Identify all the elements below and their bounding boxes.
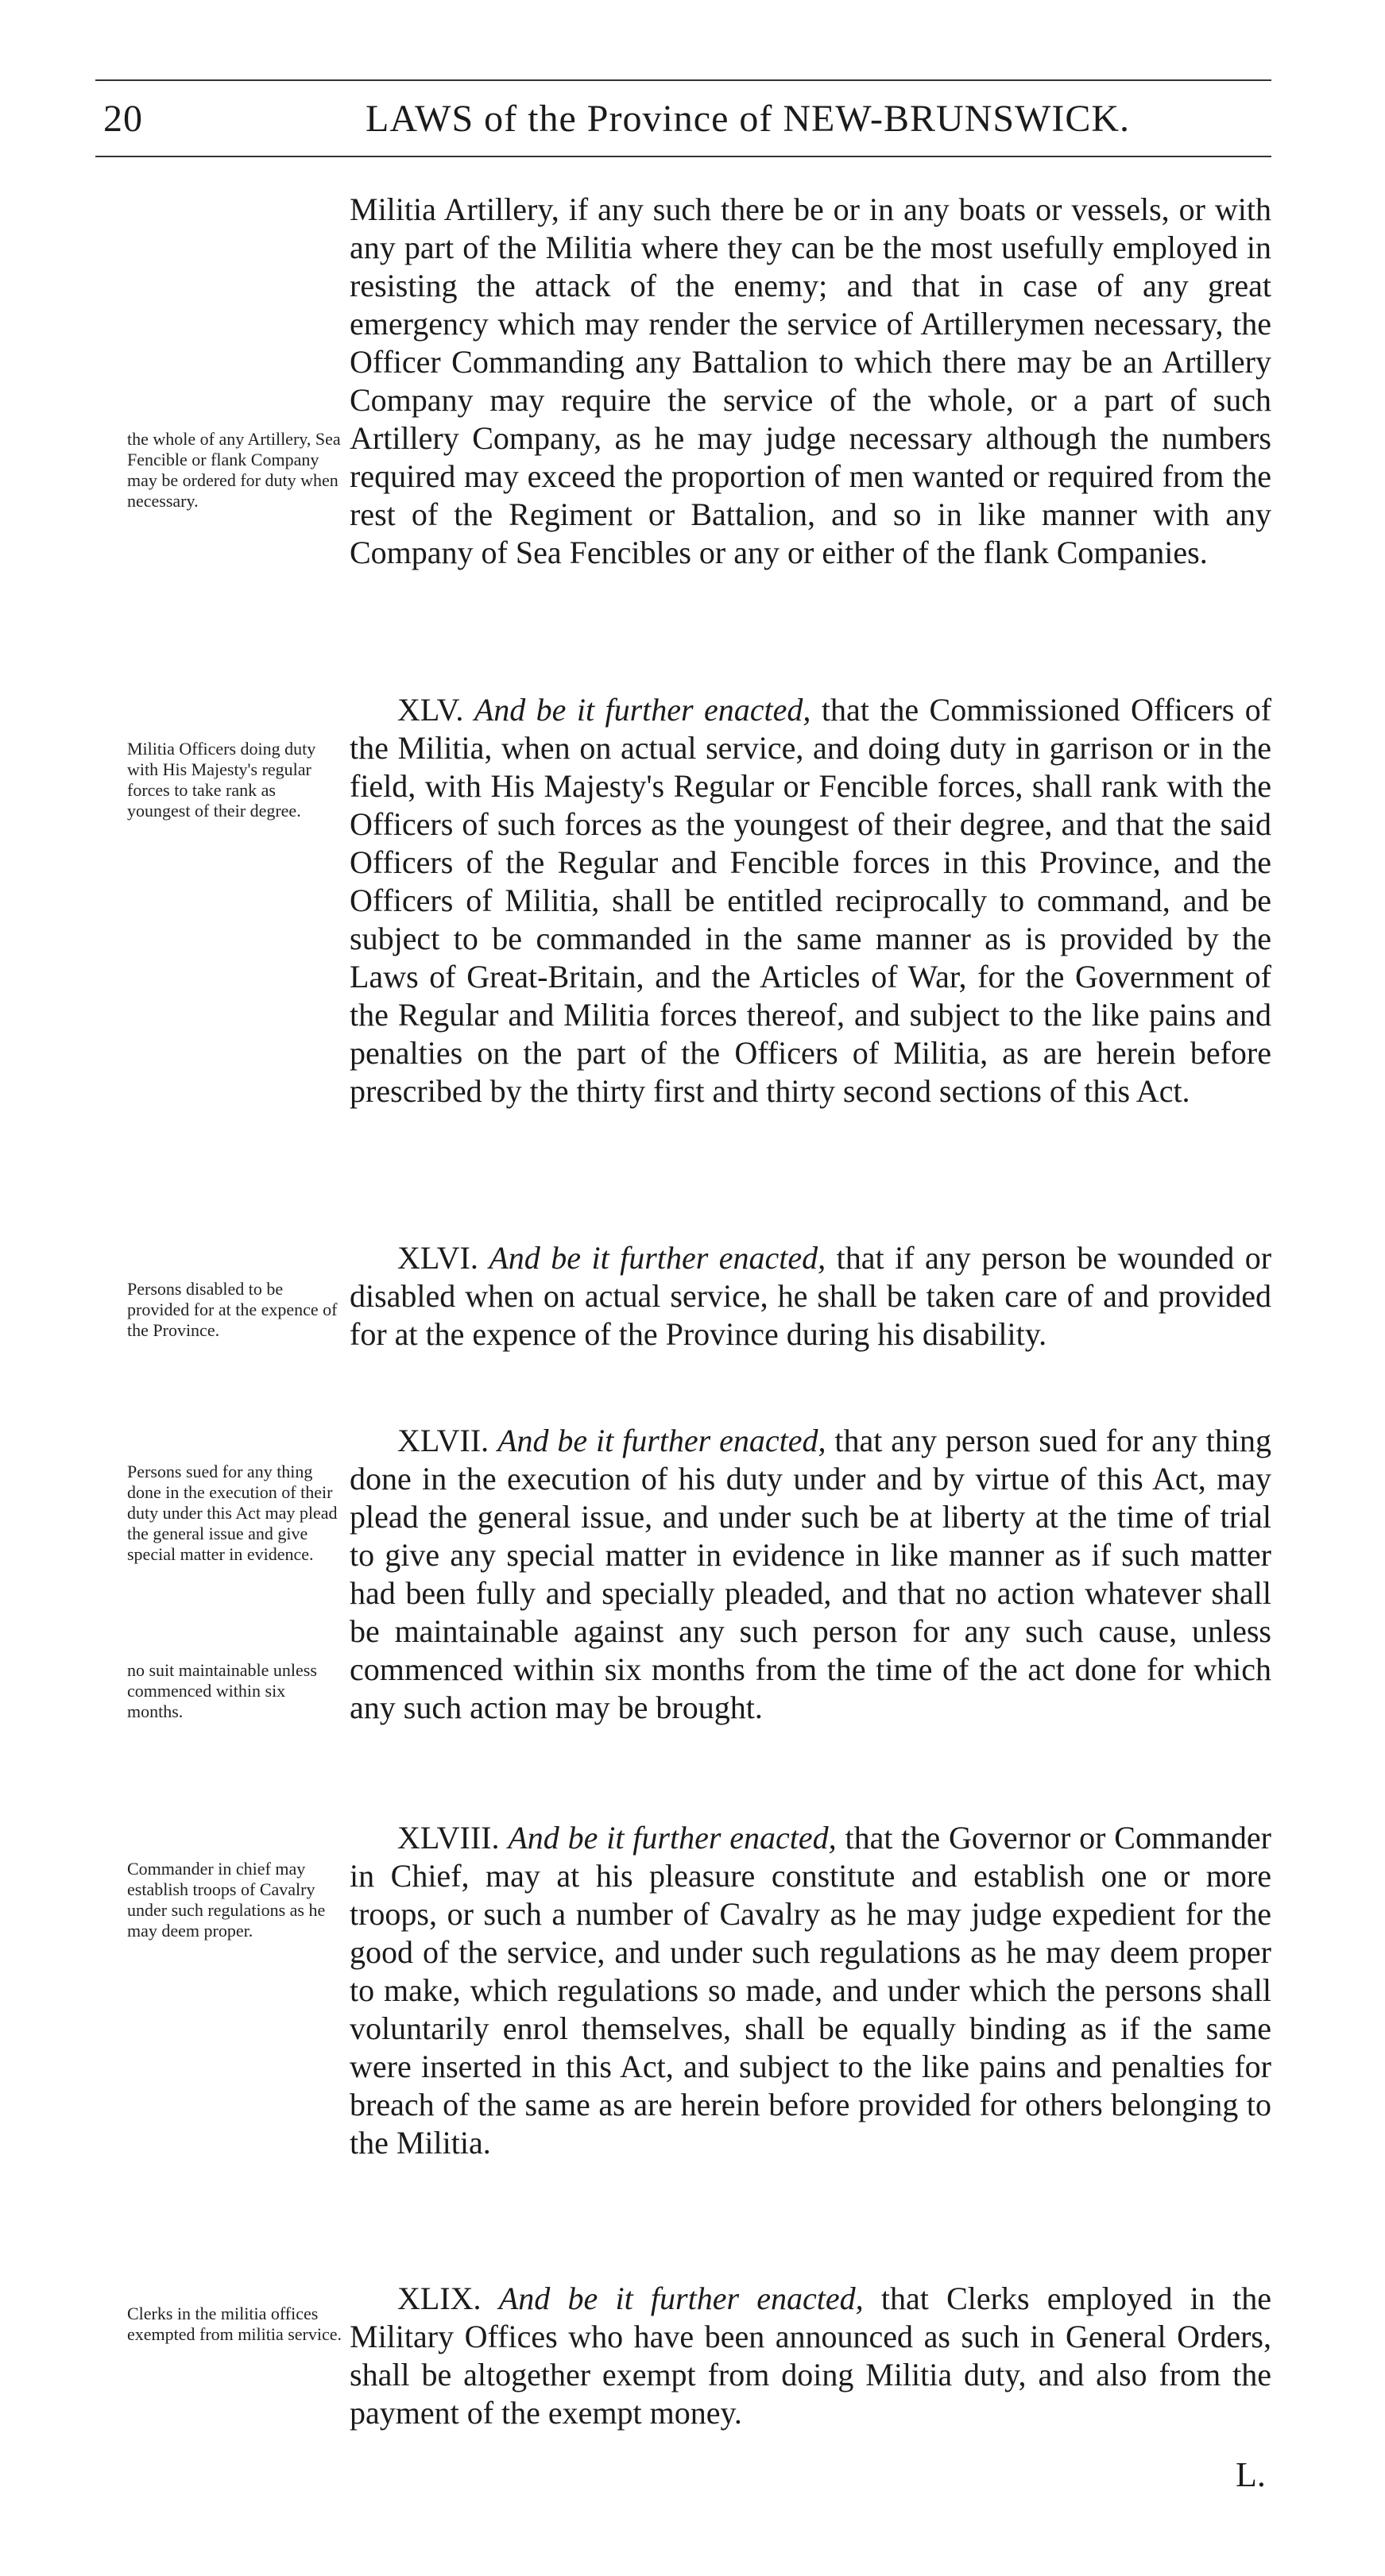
page-title: LAWS of the Province of NEW-BRUNSWICK.	[366, 98, 1131, 140]
section-number: XLV.	[397, 692, 464, 728]
margin-note-xlvi: Persons disabled to be provided for at the expence of the Province.	[127, 1279, 338, 1340]
section-text: that the Governor or Commander in Chief, may at his pleasure constitute and establish one or more troops, or such a number of Cavalry as he may judge expedient for the good of the service, and under such regulations as he may deem proper to make, which regulations so made, and under which the persons shall voluntarily enrol themselves, shall be equally binding as if the same were inserted in this Act, and subject to the like pains and penalties for breach of the same as are herein before provided for others belonging to the Militia.	[350, 1820, 1271, 2161]
section-number: XLVIII.	[397, 1820, 500, 1856]
catchword: L.	[1236, 2455, 1266, 2494]
opening-paragraph	[350, 191, 1271, 572]
section-text: that any person sued for any thing done in the execution of his duty under and by virtue of this Act, may plead the general issue, and under such be at liberty at the time of trial to give any special matter in evidence in like manner as if such matter had been fully and specially pleaded, and that no action whatever shall be maintainable against any such person for any such cause, unless commenced within six months from the time of the act done for which any such action may be brought.	[350, 1423, 1272, 1725]
top-rule	[95, 79, 1271, 81]
section-text: that the Commissioned Officers of the Militia, when on actual service, and doing duty in garrison or in the field, with His Majesty's Regular or Fencible forces, shall rank with the Officers of such forces as the youngest of their degree, and that the said Officers of the Regular and Fencible forces in this Province, and the Officers of Militia, shall be entitled reciprocally to command, and be subject to be commanded in the same manner as is provided by the Laws of Great-Britain, and the Articles of War, for the Government of the Regular and Militia forces thereof, and subject to the like pains and penalties on the part of the Officers of Militia, as are herein before prescribed by the thirty first and thirty second sections of this Act.	[350, 692, 1272, 1109]
section-number: XLVI.	[397, 1240, 478, 1276]
section-xlviii	[350, 1819, 1271, 2162]
section-xlix	[350, 2280, 1271, 2432]
page-number: 20	[103, 98, 143, 140]
enacting-clause: And be it further enacted,	[497, 1423, 826, 1458]
enacting-clause: And be it further enacted,	[508, 1820, 837, 1856]
margin-note-xlvii-issue: Persons sued for any thing done in the execution of their duty under this Act may plead the general issue and give special matter in evidence.	[127, 1462, 338, 1564]
enacting-clause: And be it further enacted,	[474, 692, 811, 728]
section-number: XLIX.	[397, 2281, 482, 2316]
section-text: that if any person be wounded or disabled when on actual service, he shall be taken care of and provided for at the expence of the Province during his disability.	[350, 1240, 1272, 1352]
section-text: that Clerks employed in the Military Offices who have been announced as such in General Orders, shall be altogether exempt from doing Militia duty, and also from the payment of the exempt money.	[350, 2281, 1272, 2431]
section-xlvi	[350, 1239, 1271, 1354]
opening-text: Militia Artillery, if any such there be or in any boats or vessels, or with any part of the Militia where they can be the most usefully employed in resisting the attack of the enemy; and that in case of any great emergency which may render the service of Artillerymen necessary, the Officer Commanding any Battalion to which there may be an Artillery Company may require the service of the whole, or a part of such Artillery Company, as he may judge necessary although the numbers required may exceed the proportion of men wanted or required from the rest of the Regiment or Battalion, and so in like manner with any Company of Sea Fencibles or any or either of the flank Companies.	[350, 191, 1271, 570]
margin-note-xlviii: Commander in chief may establish troops of Cavalry under such regulations as he may deem proper.	[127, 1859, 326, 1941]
margin-note-xlix: Clerks in the militia offices exempted from militia service.	[127, 2304, 342, 2344]
margin-note-artillery: the whole of any Artillery, Sea Fencible or flank Company may be ordered for duty when necessary.	[127, 429, 341, 511]
margin-note-xlvii-limitation: no suit maintainable unless commenced within six months.	[127, 1660, 317, 1721]
enacting-clause: And be it further enacted,	[498, 2281, 864, 2316]
header-rule	[95, 156, 1271, 157]
section-xlvii	[350, 1422, 1271, 1727]
margin-note-xlv: Militia Officers doing duty with His Majesty's regular forces to take rank as youngest of their degree.	[127, 739, 316, 821]
section-number: XLVII.	[397, 1423, 489, 1458]
section-xlv	[350, 691, 1271, 1110]
enacting-clause: And be it further enacted,	[489, 1240, 826, 1276]
